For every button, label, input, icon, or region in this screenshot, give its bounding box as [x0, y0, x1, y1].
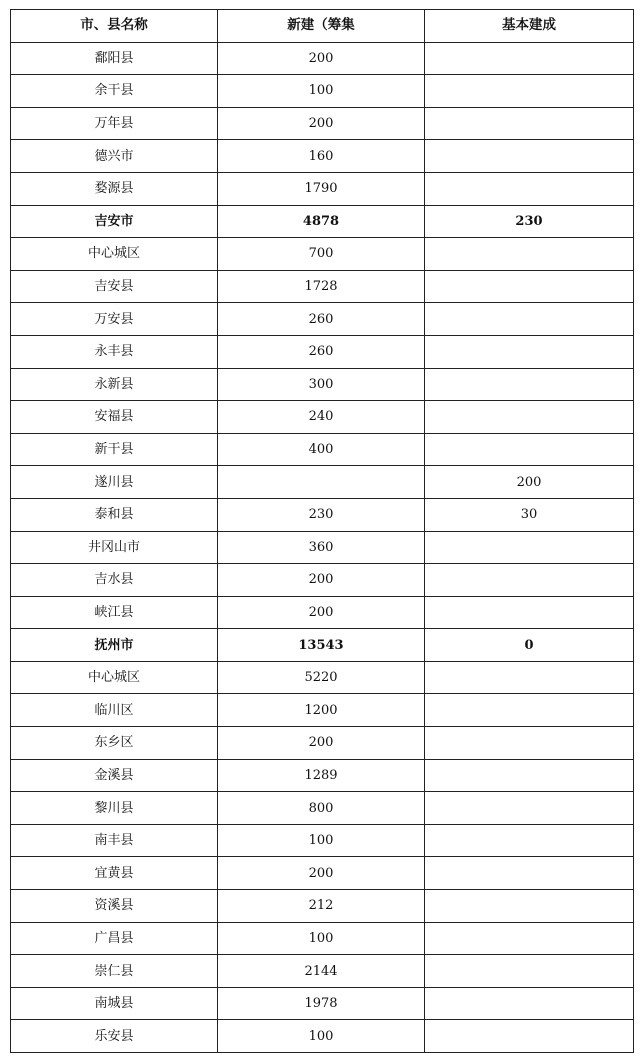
- cell-completed-count: [425, 955, 634, 988]
- table-row: [11, 987, 634, 1020]
- cell-new-count: 160: [218, 140, 425, 173]
- table-row: [11, 564, 634, 597]
- cell-completed-count: [425, 401, 634, 434]
- cell-new-count: 100: [218, 1020, 425, 1053]
- cell-region-name: 永丰县: [11, 335, 218, 368]
- cell-region-name: 中心城区: [11, 661, 218, 694]
- cell-region-name: 南丰县: [11, 824, 218, 857]
- table-row: [11, 792, 634, 825]
- cell-new-count: 800: [218, 792, 425, 825]
- cell-region-name: 崇仁县: [11, 955, 218, 988]
- table-row: [11, 596, 634, 629]
- cell-region-name: 临川区: [11, 694, 218, 727]
- table-row: [11, 629, 634, 662]
- cell-region-name: 金溪县: [11, 759, 218, 792]
- table-row: [11, 140, 634, 173]
- cell-region-name: 吉水县: [11, 564, 218, 597]
- table-row: [11, 759, 634, 792]
- cell-completed-count: [425, 270, 634, 303]
- cell-region-name: 婺源县: [11, 172, 218, 205]
- cell-region-name: 新干县: [11, 433, 218, 466]
- cell-completed-count: [425, 1020, 634, 1053]
- table-body: [11, 42, 634, 1052]
- cell-completed-count: [425, 857, 634, 890]
- cell-new-count: 200: [218, 107, 425, 140]
- cell-region-name: 广昌县: [11, 922, 218, 955]
- cell-completed-count: [425, 694, 634, 727]
- cell-new-count: 100: [218, 922, 425, 955]
- table-row: [11, 890, 634, 923]
- cell-completed-count: [425, 727, 634, 760]
- cell-region-name: 安福县: [11, 401, 218, 434]
- cell-new-count: 13543: [218, 629, 425, 662]
- cell-new-count: [218, 466, 425, 499]
- table-row: [11, 172, 634, 205]
- cell-new-count: 5220: [218, 661, 425, 694]
- cell-new-count: 1728: [218, 270, 425, 303]
- cell-new-count: 200: [218, 857, 425, 890]
- cell-new-count: 1200: [218, 694, 425, 727]
- cell-completed-count: 200: [425, 466, 634, 499]
- cell-region-name: 南城县: [11, 987, 218, 1020]
- cell-new-count: 1289: [218, 759, 425, 792]
- cell-region-name: 宜黄县: [11, 857, 218, 890]
- table-row: [11, 824, 634, 857]
- cell-new-count: 400: [218, 433, 425, 466]
- column-header-completed: 基本建成: [425, 10, 634, 43]
- cell-new-count: 200: [218, 42, 425, 75]
- cell-new-count: 260: [218, 303, 425, 336]
- cell-new-count: 230: [218, 498, 425, 531]
- table-row: [11, 531, 634, 564]
- cell-new-count: 100: [218, 824, 425, 857]
- cell-region-name: 德兴市: [11, 140, 218, 173]
- table-row: [11, 368, 634, 401]
- table-header-row: [11, 10, 634, 43]
- cell-region-name: 东乡区: [11, 727, 218, 760]
- table-row: [11, 857, 634, 890]
- cell-new-count: 240: [218, 401, 425, 434]
- table-row: [11, 303, 634, 336]
- housing-table: [10, 9, 634, 1053]
- cell-region-name: 吉安县: [11, 270, 218, 303]
- cell-new-count: 1790: [218, 172, 425, 205]
- cell-completed-count: [425, 922, 634, 955]
- table-row: [11, 466, 634, 499]
- cell-completed-count: [425, 140, 634, 173]
- cell-region-name: 泰和县: [11, 498, 218, 531]
- cell-region-name: 乐安县: [11, 1020, 218, 1053]
- cell-completed-count: [425, 759, 634, 792]
- table-row: [11, 1020, 634, 1053]
- table-row: [11, 107, 634, 140]
- cell-new-count: 200: [218, 727, 425, 760]
- table-row: [11, 401, 634, 434]
- cell-completed-count: [425, 107, 634, 140]
- cell-region-name: 万年县: [11, 107, 218, 140]
- cell-region-name: 万安县: [11, 303, 218, 336]
- cell-new-count: 200: [218, 596, 425, 629]
- cell-region-name: 峡江县: [11, 596, 218, 629]
- cell-completed-count: 0: [425, 629, 634, 662]
- table-row: [11, 75, 634, 108]
- table-row: [11, 270, 634, 303]
- cell-completed-count: [425, 987, 634, 1020]
- cell-new-count: 100: [218, 75, 425, 108]
- cell-new-count: 260: [218, 335, 425, 368]
- cell-new-count: 360: [218, 531, 425, 564]
- cell-region-name: 中心城区: [11, 238, 218, 271]
- cell-region-name: 吉安市: [11, 205, 218, 238]
- cell-new-count: 2144: [218, 955, 425, 988]
- cell-region-name: 黎川县: [11, 792, 218, 825]
- table-row: [11, 238, 634, 271]
- column-header-name: 市、县名称: [11, 10, 218, 43]
- cell-region-name: 余干县: [11, 75, 218, 108]
- table-row: [11, 922, 634, 955]
- cell-completed-count: 30: [425, 498, 634, 531]
- column-header-new: 新建（筹集: [218, 10, 425, 43]
- table-row: [11, 42, 634, 75]
- cell-new-count: 4878: [218, 205, 425, 238]
- cell-new-count: 1978: [218, 987, 425, 1020]
- cell-region-name: 资溪县: [11, 890, 218, 923]
- cell-completed-count: [425, 172, 634, 205]
- table-row: [11, 498, 634, 531]
- cell-completed-count: 230: [425, 205, 634, 238]
- cell-region-name: 永新县: [11, 368, 218, 401]
- cell-region-name: 鄱阳县: [11, 42, 218, 75]
- cell-new-count: 300: [218, 368, 425, 401]
- cell-completed-count: [425, 531, 634, 564]
- table-row: [11, 955, 634, 988]
- cell-completed-count: [425, 42, 634, 75]
- cell-region-name: 遂川县: [11, 466, 218, 499]
- table-row: [11, 727, 634, 760]
- cell-completed-count: [425, 238, 634, 271]
- cell-completed-count: [425, 335, 634, 368]
- table-row: [11, 433, 634, 466]
- cell-new-count: 212: [218, 890, 425, 923]
- cell-completed-count: [425, 433, 634, 466]
- cell-region-name: 抚州市: [11, 629, 218, 662]
- cell-completed-count: [425, 368, 634, 401]
- cell-new-count: 700: [218, 238, 425, 271]
- cell-completed-count: [425, 596, 634, 629]
- cell-completed-count: [425, 564, 634, 597]
- cell-completed-count: [425, 890, 634, 923]
- cell-completed-count: [425, 75, 634, 108]
- table-row: [11, 205, 634, 238]
- cell-completed-count: [425, 824, 634, 857]
- cell-completed-count: [425, 303, 634, 336]
- cell-new-count: 200: [218, 564, 425, 597]
- cell-region-name: 井冈山市: [11, 531, 218, 564]
- table-row: [11, 694, 634, 727]
- cell-completed-count: [425, 792, 634, 825]
- cell-completed-count: [425, 661, 634, 694]
- table-row: [11, 661, 634, 694]
- table-row: [11, 335, 634, 368]
